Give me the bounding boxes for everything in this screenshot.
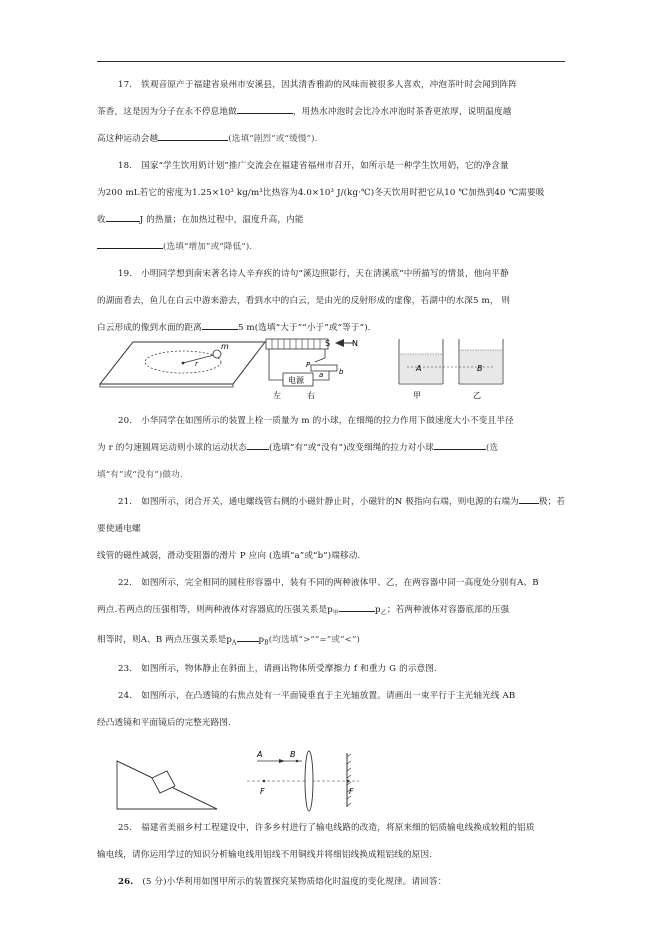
question-text: 小华同学在如图所示的装置上栓一质量为 m 的小球，在细绳的拉力作用下做速度大小不变且半径 [141, 416, 514, 426]
end-a-label: a [319, 371, 324, 379]
right-label: 右 [307, 391, 315, 400]
slider-p-label: P [306, 361, 311, 369]
container-yi-label: 乙 [473, 391, 481, 400]
point-a-label: A [416, 364, 422, 373]
question-text: 如图所示，闭合开关，通电螺线管右侧的小磁针静止时，小磁针的N 极指向右端，则电源的右端为 [141, 497, 519, 507]
answer-blank[interactable] [97, 239, 163, 249]
answer-blank[interactable] [202, 320, 238, 330]
question-text: (选填“有”或“没有”)改变细绳的拉力对小球 [268, 443, 435, 453]
question-text: 国家“学生饮用奶计划”推广交流会在福建省福州市召开，如所示是一种学生饮用奶，它的净含量 [141, 161, 509, 171]
question-21 [97, 489, 569, 570]
solenoid-circuit-figure [266, 339, 358, 400]
answer-blank[interactable] [434, 440, 486, 450]
question-18 [97, 153, 569, 261]
label-r: r [195, 360, 198, 368]
option-hint: (选填“剧烈”或“缓慢”). [228, 134, 318, 144]
answer-blank[interactable] [237, 632, 259, 642]
question-text: 如图所示，完全相同的圆柱形容器中，装有不同的两种液体甲、乙，在两容器中同一高度处分别有A、B [141, 578, 539, 588]
question-text: p [258, 634, 265, 645]
question-number: 17. [118, 80, 133, 90]
question-text: J 的热量；在加热过程中，温度升高，内能 [139, 215, 304, 225]
question-text: 为 r 的匀速圆周运动则小球的运动状态 [97, 443, 247, 453]
question-number: 25. [118, 823, 133, 834]
question-text: 输电线，请你运用学过的知识分析输电线用铝线不用铜线并将细铝线换成粗铝线的原因. [97, 850, 433, 861]
container-jia-label: 甲 [413, 391, 421, 400]
question-text: 线管的磁性减弱，滑动变阻器的滑片 P 应向 (选填“a”或“b”)端移动. [97, 551, 361, 561]
question-text: 铁观音原产于福建省泉州市安溪县，因其清香雅韵的风味而被很多人喜欢，冲泡茶叶时会闻到阵阵 [141, 80, 518, 90]
answer-blank[interactable] [106, 212, 140, 222]
question-number: 24. [118, 691, 133, 702]
answer-blank[interactable] [519, 494, 539, 504]
figure-row-1 [97, 339, 569, 400]
question-20 [97, 408, 569, 489]
question-text: 5 m(选填“大于”“小于”或“等于”). [237, 323, 371, 333]
s-pole-label: S [325, 339, 331, 348]
option-hint: (选填“增加”或“降低”). [163, 242, 253, 252]
option-hint: (选 [486, 443, 499, 453]
n-pole-label: N [352, 339, 358, 348]
lens-figure [247, 750, 359, 811]
circular-motion-figure [100, 342, 265, 387]
question-number: 21. [118, 497, 133, 507]
question-text: 茶香，这是因为分子在永不停息地做 [97, 107, 237, 117]
question-25 [97, 815, 569, 869]
answer-blank[interactable] [158, 131, 228, 141]
question-22: 22. 如图所示，完全相同的圆柱形容器中，装有不同的两种液体甲、乙，在两容器中同一高度处分别有A、B 两点.若两点的压强相等，则两种液体对容器底的压强关系是$p_甲$ $p_乙$；若两种液体对容器底部的压强 相等时，则A、B 两点压强关系是$p_A$ $p_B$(均选填“>”“=”或“<”) [97, 570, 569, 656]
figures-svg-2 [97, 741, 569, 811]
question-text: 小明同学想到南宋著名诗人辛弃疾的诗句“溪边照影行，天在清溪底”中所描写的情景，他向平静 [141, 269, 509, 279]
question-number: 22. [118, 578, 133, 588]
question-text: (5 分)小华利用如图甲所示的装置探究某物质熔化时温度的变化规律。请回答： [142, 877, 447, 888]
left-label: 左 [273, 391, 281, 400]
question-23 [97, 656, 569, 683]
question-26 [97, 869, 569, 896]
question-text: 极；若要使通电螺 [97, 497, 566, 534]
question-text: ，用热水冲泡时会比冷水冲泡时茶香更浓厚，说明温度越 [292, 107, 512, 117]
question-text: 为200 mL若它的密度为1.25×10³ kg/m³比热容为4.0×10³ J/(kg·℃)冬天饮用时把它从10 ℃加热到40 ℃需要吸 [97, 188, 545, 198]
option-hint: 填“有”或“没有”)做功. [97, 470, 183, 480]
question-number: 26. [118, 877, 134, 888]
figure-row-2 [97, 741, 569, 811]
question-text: 如图所示，在凸透镜的右焦点处有一平面镜垂直于主光轴放置。请画出一束平行于主光轴光线 AB [141, 691, 516, 702]
answer-blank[interactable] [247, 440, 269, 450]
question-19 [97, 261, 569, 342]
question-text: 两点.若两点的压强相等，则两种液体对容器底的压强关系是p [97, 605, 333, 615]
focal-left-label: F [260, 787, 265, 797]
focal-right-label: F [349, 787, 354, 797]
question-text: 福建省美丽乡村工程建设中，许多乡村进行了输电线路的改造，将原来细的铝质输电线换成较粗的铝质 [141, 823, 535, 834]
question-17 [97, 72, 569, 153]
question-number: 19. [118, 269, 133, 279]
label-m: m [221, 342, 229, 351]
question-text: 高这种运动会越 [97, 134, 159, 144]
question-text: 收 [97, 215, 106, 225]
question-text: ；若两种液体对容器底部的压强 [386, 605, 510, 615]
containers-figure [399, 339, 503, 400]
point-b-label: B [290, 750, 296, 760]
incline-figure [117, 761, 217, 809]
figures-svg-1 [97, 336, 569, 400]
question-number: 18. [118, 161, 133, 171]
question-text: p [375, 605, 381, 615]
option-hint: (均选填“>”“=”或“<”) [268, 634, 361, 645]
answer-blank[interactable] [237, 104, 293, 114]
document-page [97, 72, 569, 896]
question-text: 相等时，则A、B 两点压强关系是p [97, 634, 233, 645]
header-rule [97, 61, 565, 62]
point-b-label: B [477, 364, 483, 373]
answer-blank[interactable] [339, 602, 375, 612]
end-b-label: b [339, 368, 344, 376]
point-a-label: A [257, 750, 263, 760]
question-text: 白云形成的像到水面的距离 [97, 323, 202, 333]
question-text: 如图所示，物体静止在斜面上，请画出物体所受摩擦力 f 和重力 G 的示意图. [141, 664, 437, 675]
question-text: 的湖面看去，鱼儿在白云中游来游去，看到水中的白云，是由光的反射形成的虚像，若湖中的水深5 m， 则 [97, 296, 511, 306]
question-24 [97, 683, 569, 737]
question-number: 23. [118, 664, 133, 675]
question-number: 20. [118, 416, 133, 426]
power-source-label: 电源 [288, 376, 304, 385]
question-text: 经凸透镜和平面镜后的完整光路图. [97, 718, 232, 729]
